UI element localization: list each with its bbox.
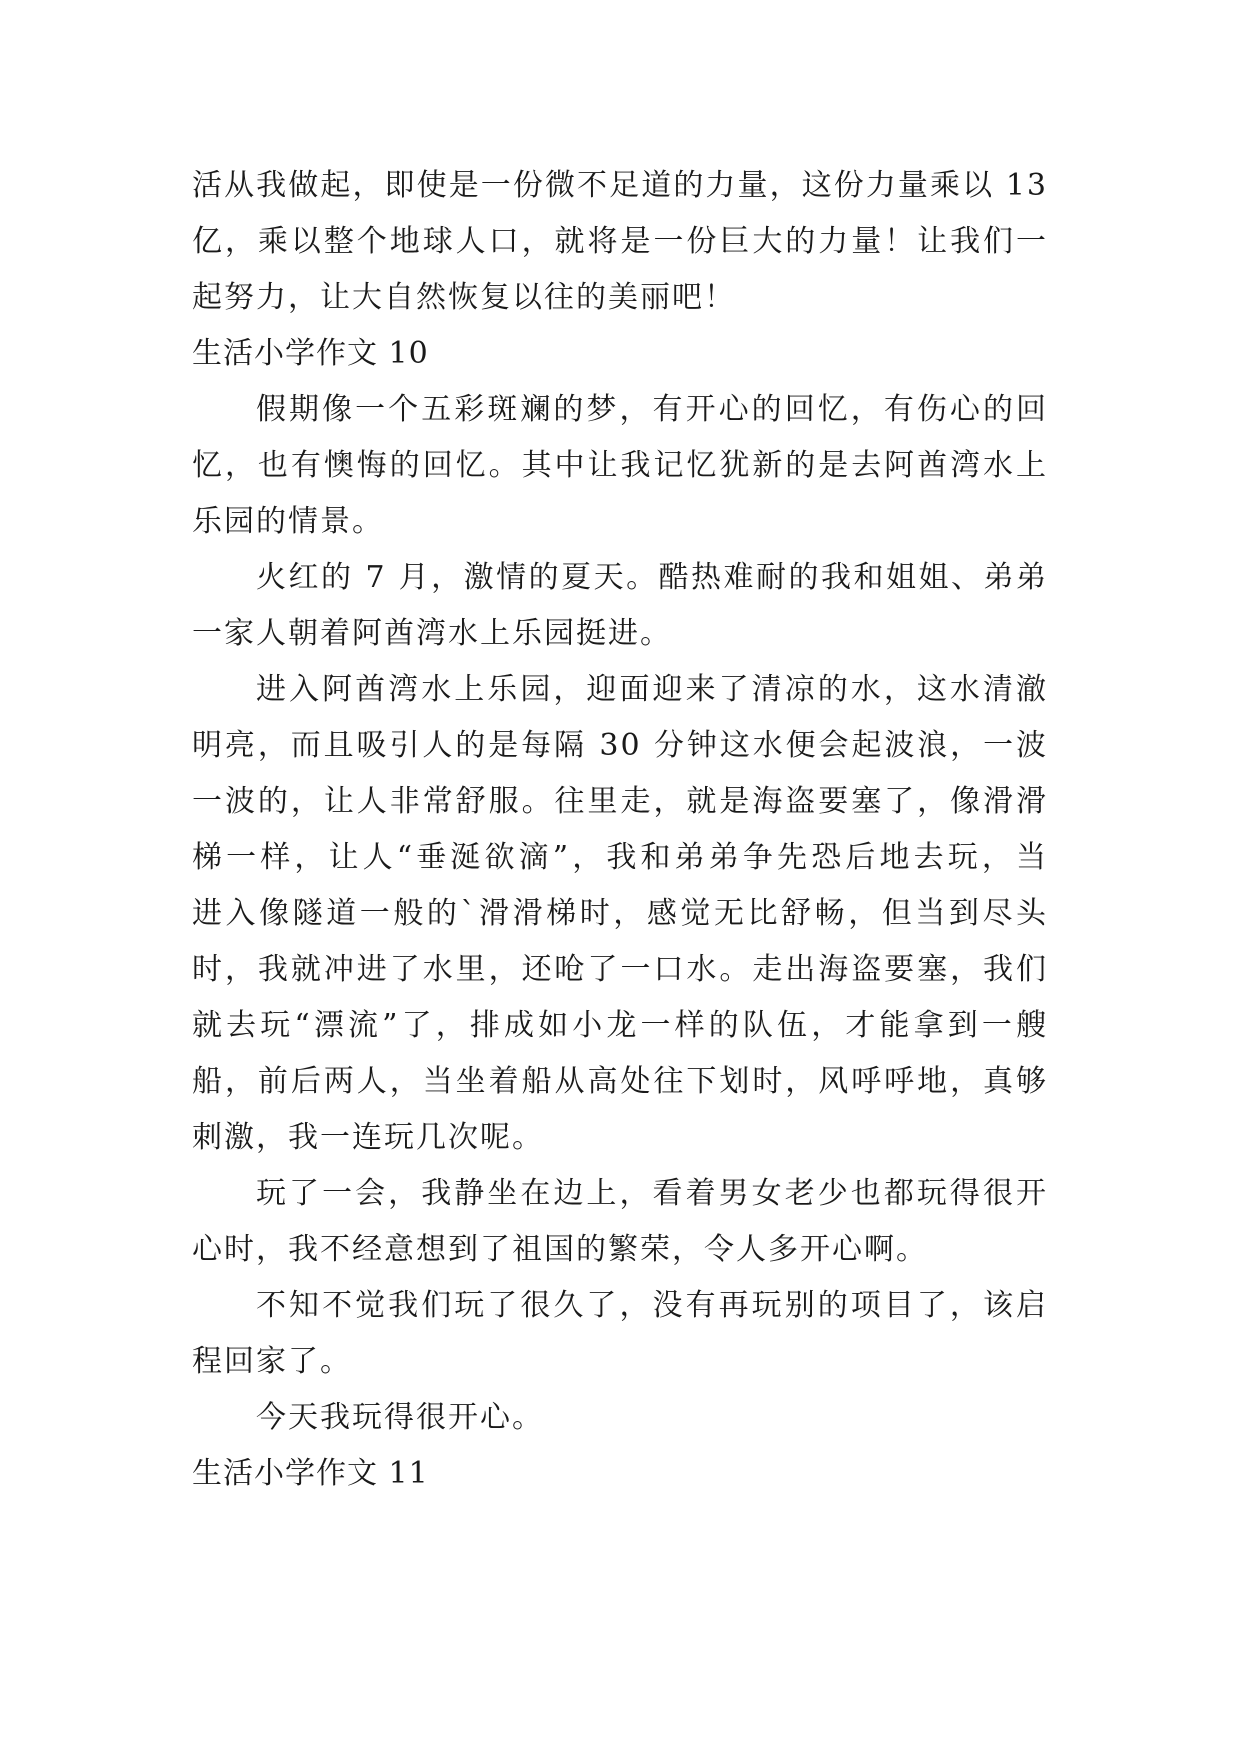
paragraph <box>192 1278 1048 1390</box>
text-line: 就去玩“漂流”了，排成如小龙一样的队伍，才能拿到一艘 <box>192 1008 1048 1043</box>
text-line: 时，我就冲进了水里，还呛了一口水。走出海盗要塞，我们 <box>192 952 1048 987</box>
paragraph <box>192 382 1048 550</box>
text-line: 程回家了。 <box>192 1344 352 1379</box>
section-heading: 生活小学作文 11 <box>192 1456 429 1491</box>
document-body <box>192 158 1048 1502</box>
paragraph <box>192 1166 1048 1278</box>
text-line: 明亮，而且吸引人的是每隔 30 分钟这水便会起波浪，一波 <box>192 728 1048 763</box>
text-line: 起努力，让大自然恢复以往的美丽吧！ <box>192 280 736 315</box>
paragraph <box>192 158 1048 326</box>
paragraph <box>192 1390 1048 1446</box>
text-line: 一波的，让人非常舒服。往里走，就是海盗要塞了，像滑滑 <box>192 784 1048 819</box>
text-line: 火红的 7 月，激情的夏天。酷热难耐的我和姐姐、弟弟 <box>256 560 1048 595</box>
text-line: 进入像隧道一般的`滑滑梯时，感觉无比舒畅，但当到尽头 <box>192 896 1048 931</box>
text-line: 船，前后两人，当坐着船从高处往下划时，风呼呼地，真够 <box>192 1064 1048 1099</box>
text-line: 亿，乘以整个地球人口，就将是一份巨大的力量！让我们一 <box>192 224 1048 259</box>
text-line: 玩了一会，我静坐在边上，看着男女老少也都玩得很开 <box>256 1176 1048 1211</box>
text-line: 忆，也有懊悔的回忆。其中让我记忆犹新的是去阿酋湾水上 <box>192 448 1048 483</box>
paragraph <box>192 550 1048 662</box>
text-line: 乐园的情景。 <box>192 504 384 539</box>
text-line: 今天我玩得很开心。 <box>256 1400 544 1435</box>
text-line: 不知不觉我们玩了很久了，没有再玩别的项目了，该启 <box>256 1288 1048 1323</box>
text-line: 假期像一个五彩斑斓的梦，有开心的回忆，有伤心的回 <box>256 392 1048 427</box>
text-line: 梯一样，让人“垂涎欲滴”，我和弟弟争先恐后地去玩，当 <box>192 840 1048 875</box>
paragraph <box>192 662 1048 1166</box>
section-heading: 生活小学作文 10 <box>192 336 429 371</box>
text-line: 进入阿酋湾水上乐园，迎面迎来了清凉的水，这水清澈 <box>256 672 1048 707</box>
text-line: 刺激，我一连玩几次呢。 <box>192 1120 544 1155</box>
document-page <box>192 158 1048 1502</box>
text-line: 心时，我不经意想到了祖国的繁荣，令人多开心啊。 <box>192 1232 928 1267</box>
text-line: 一家人朝着阿酋湾水上乐园挺进。 <box>192 616 672 651</box>
text-line: 活从我做起，即使是一份微不足道的力量，这份力量乘以 13 <box>192 168 1048 203</box>
